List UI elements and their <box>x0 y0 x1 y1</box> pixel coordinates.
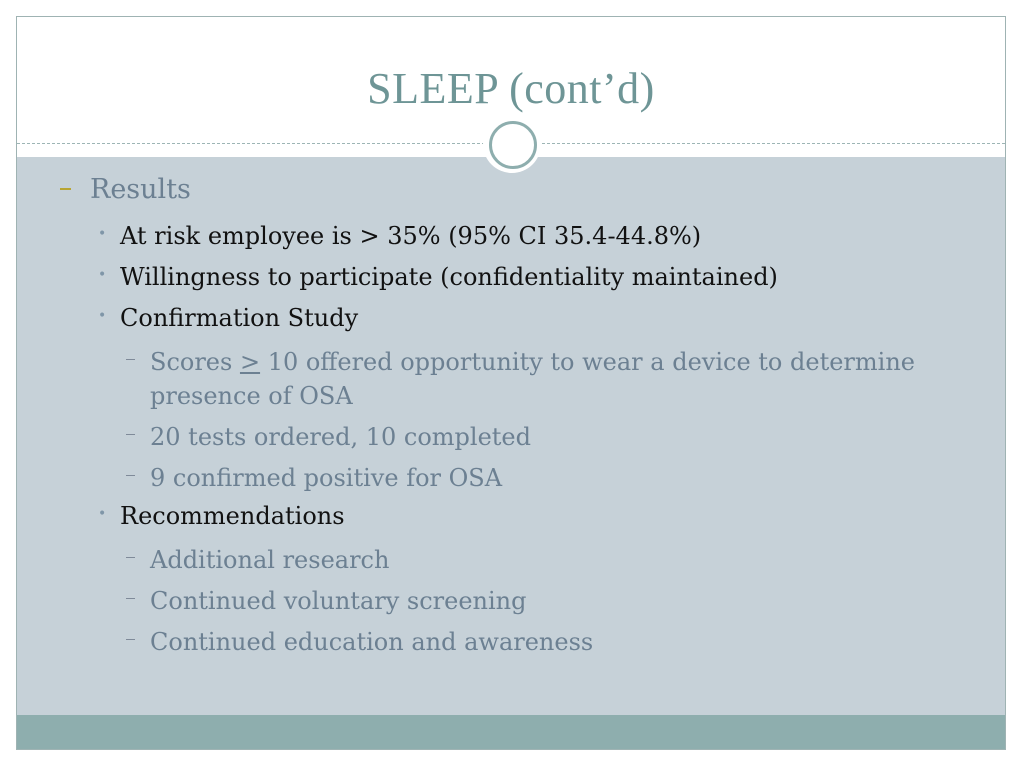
scores-text-a: Scores <box>150 348 240 376</box>
greater-equal-symbol: > <box>239 348 261 376</box>
footer-bar <box>17 715 1005 750</box>
item-confirmation: Confirmation Study <box>120 304 359 332</box>
dash-icon <box>126 598 135 599</box>
bullet-icon: • <box>98 506 107 522</box>
item-recommendations: Recommendations <box>120 502 345 530</box>
item-scores <box>150 345 940 413</box>
dash-icon <box>126 557 135 558</box>
scores-text-b: 10 offered opportunity to wear a device to determine presence of OSA <box>150 348 915 410</box>
item-screening: Continued voluntary screening <box>150 587 527 615</box>
dash-icon <box>126 434 135 435</box>
dash-icon <box>60 188 71 190</box>
item-education: Continued education and awareness <box>150 628 594 656</box>
bullet-icon: • <box>98 267 107 283</box>
dash-icon <box>126 475 135 476</box>
item-additional: Additional research <box>150 546 390 574</box>
ring-icon <box>489 121 537 169</box>
item-at-risk: At risk employee is > 35% (95% CI 35.4-44.8%) <box>120 222 702 250</box>
slide-title: SLEEP (cont’d) <box>367 64 655 113</box>
item-results: Results <box>90 174 191 205</box>
dash-icon <box>126 359 135 360</box>
bullet-icon: • <box>98 226 107 242</box>
item-confirmed: 9 confirmed positive for OSA <box>150 464 503 492</box>
dash-icon <box>126 639 135 640</box>
circle-ornament-icon <box>483 115 541 173</box>
item-willingness: Willingness to participate (confidentiality maintained) <box>120 263 778 291</box>
bullet-icon: • <box>98 308 107 324</box>
item-tests: 20 tests ordered, 10 completed <box>150 423 531 451</box>
